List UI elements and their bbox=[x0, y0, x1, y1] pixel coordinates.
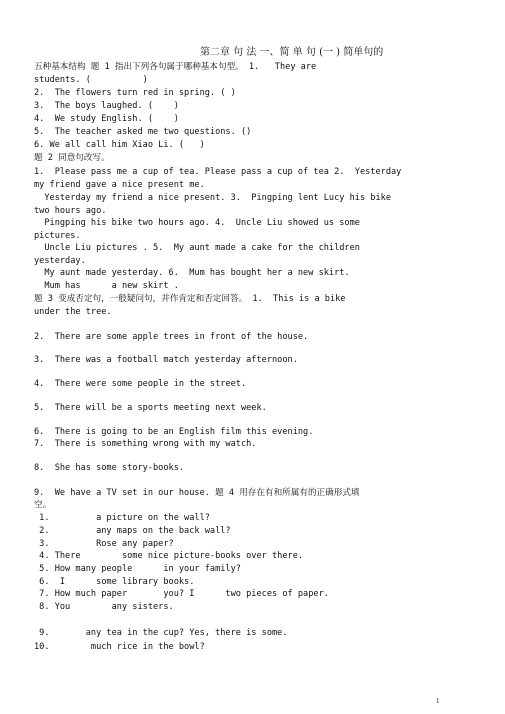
text-line: Yesterday my friend a nice present. 3. Pingping lent Lucy his bike bbox=[34, 193, 391, 203]
text-line: 5. The teacher asked me two questions. () bbox=[34, 127, 252, 137]
text-line: 空。 bbox=[34, 500, 52, 510]
text-line: yesterday. bbox=[34, 256, 86, 266]
text-line: my friend gave a nice present me. bbox=[34, 180, 205, 190]
text-line: 3. There was a football match yesterday afternoon. bbox=[34, 355, 298, 365]
text-line: 7. How much paper you? I two pieces of paper. bbox=[34, 589, 329, 599]
section-heading: 题 2 同意句改写。 bbox=[34, 153, 110, 163]
text-line: 3. Rose any paper? bbox=[34, 539, 174, 549]
text-line: pictures. bbox=[34, 231, 81, 241]
text-line: 8. She has some story-books. bbox=[34, 463, 185, 473]
text-line: students. ( ) bbox=[34, 75, 148, 85]
text-line: 五种基本结构 题 1 指出下列各句属于哪种基本句型。 1. They are bbox=[34, 62, 317, 72]
text-line: 9. any tea in the cup? Yes, there is some. bbox=[34, 628, 288, 638]
text-line: 7. There is something wrong with my watch. bbox=[34, 439, 257, 449]
text-line: 6. I some library books. bbox=[34, 577, 195, 587]
text-line: 5. How many people in your family? bbox=[34, 564, 241, 574]
text-line: 4. We study English. ( ) bbox=[34, 114, 179, 124]
section-heading: 题 3 变成否定句，一般疑问句，并作肯定和否定回答。 1. This is a bike bbox=[34, 294, 346, 304]
text-line: two hours ago. bbox=[34, 206, 107, 216]
text-line: 1. Please pass me a cup of tea. Please pass a cup of tea 2. Yesterday bbox=[34, 167, 402, 177]
section-heading: 9. We have a TV set in our house. 题 4 用存在有和所属有的正确形式填 bbox=[34, 488, 360, 498]
text-line: 5. There will be a sports meeting next week. bbox=[34, 403, 267, 413]
text-line: 1. a picture on the wall? bbox=[34, 513, 210, 523]
text-line: 4. There some nice picture-books over there. bbox=[34, 551, 304, 561]
text-line: 2. There are some apple trees in front of the house. bbox=[34, 332, 309, 342]
text-line: under the tree. bbox=[34, 307, 112, 317]
text-line: 2. any maps on the back wall? bbox=[34, 526, 231, 536]
text-line: 8. You any sisters. bbox=[34, 602, 174, 612]
text-line: 10. much rice in the bowl? bbox=[34, 642, 205, 652]
chapter-title: 第二章 句 法 一、简 单 句 (一 ) 简单句的 bbox=[200, 47, 384, 58]
text-line: 2. The flowers turn red in spring. ( ) bbox=[34, 88, 236, 98]
text-line: 3. The boys laughed. ( ) bbox=[34, 101, 179, 111]
page-number: 1 bbox=[436, 697, 440, 705]
text-line: Mum has a new skirt . bbox=[34, 281, 179, 291]
text-line: Uncle Liu pictures . 5. My aunt made a cake for the children bbox=[34, 243, 360, 253]
text-line: My aunt made yesterday. 6. Mum has bought her a new skirt. bbox=[34, 268, 350, 278]
text-line: 6. We all call him Xiao Li. ( ) bbox=[34, 140, 205, 150]
text-line: 4. There were some people in the street. bbox=[34, 379, 247, 389]
text-line: Pingping his bike two hours ago. 4. Uncle Liu showed us some bbox=[34, 218, 360, 228]
text-line: 6. There is going to be an English film this evening. bbox=[34, 427, 314, 437]
